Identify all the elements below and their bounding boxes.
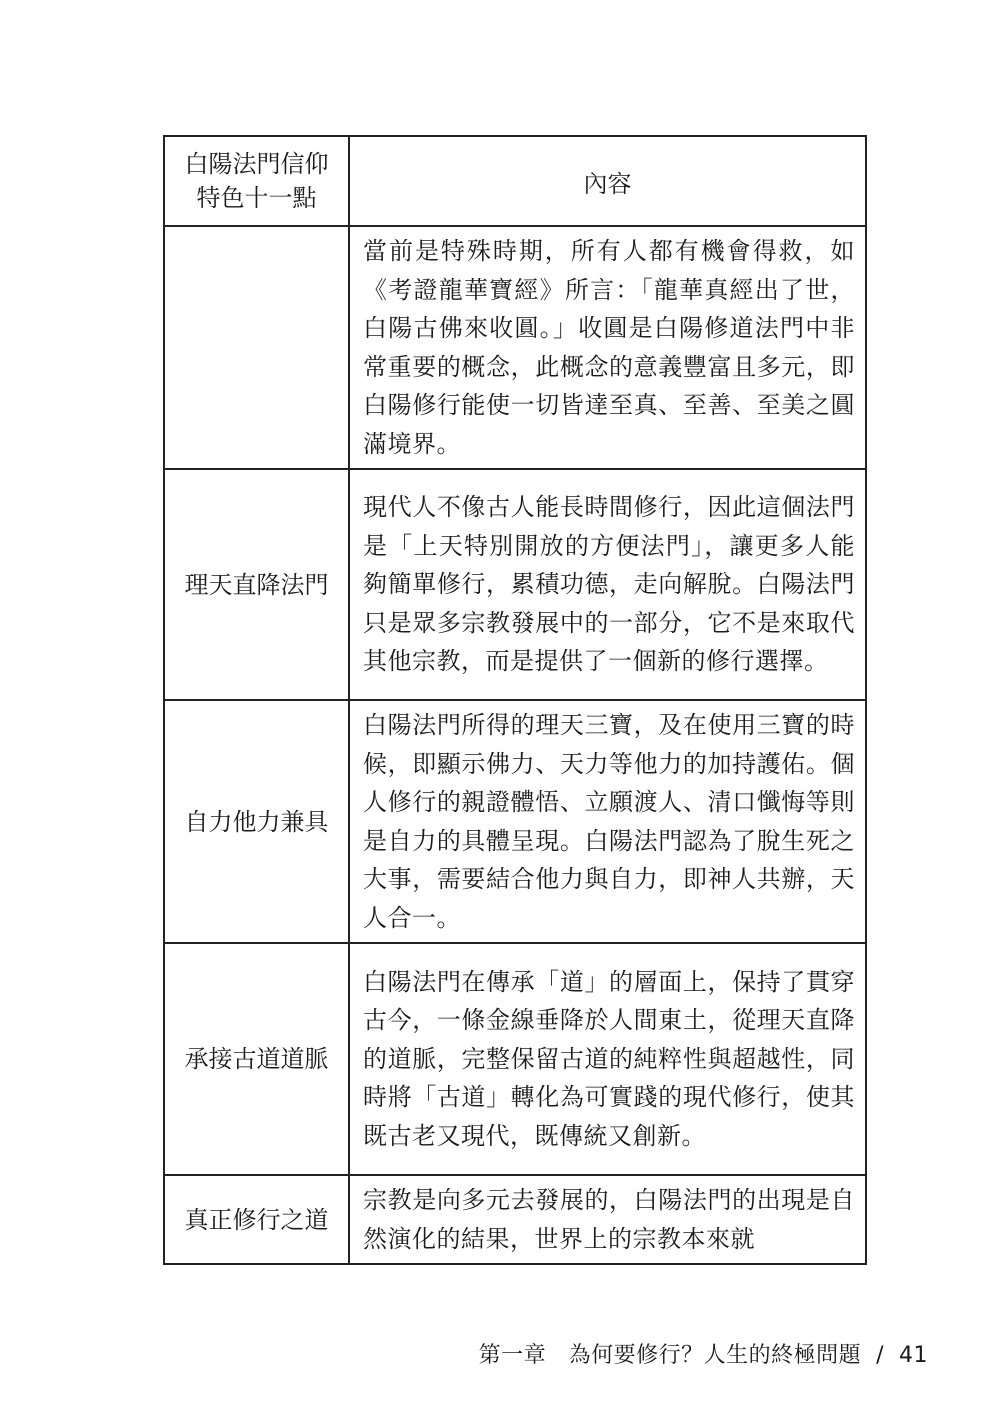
header-feature-cell bbox=[164, 136, 349, 226]
feature-cell: 自力他力兼具 bbox=[164, 700, 349, 943]
page-number: 41 bbox=[899, 1343, 928, 1368]
table-row bbox=[164, 1175, 866, 1264]
footer-chapter: 第一章 bbox=[478, 1343, 547, 1368]
header-feature-line1: 白陽法門信仰 bbox=[184, 150, 329, 178]
footer-separator: / bbox=[876, 1343, 884, 1368]
table-row bbox=[164, 469, 866, 700]
content-cell: 白陽法門所得的理天三寶，及在使用三寶的時候，即顯示佛力、天力等他力的加持護佑。個人修行的親證體悟、立願渡人、清口懺悔等則是自力的具體呈現。白陽法門認為了脫生死之大事，需要結合他力與自力，即神人共辦，天人合一。 bbox=[349, 700, 866, 943]
content-cell: 宗教是向多元去發展的，白陽法門的出現是自然演化的結果，世界上的宗教本來就 bbox=[349, 1175, 866, 1264]
running-footer bbox=[479, 1338, 928, 1369]
table-row bbox=[164, 700, 866, 943]
header-content-cell: 內容 bbox=[349, 136, 866, 226]
table-header-row bbox=[164, 136, 866, 226]
feature-cell: 真正修行之道 bbox=[164, 1175, 349, 1264]
content-cell: 當前是特殊時期，所有人都有機會得救，如《考證龍華寶經》所言：「龍華真經出了世，白陽古佛來收圓。」收圓是白陽修道法門中非常重要的概念，此概念的意義豐富且多元，即白陽修行能使一切皆達至真、至善、至美之圓滿境界。 bbox=[349, 226, 866, 469]
table-row bbox=[164, 943, 866, 1175]
feature-table bbox=[163, 135, 867, 1265]
footer-chapter-title: 為何要修行？人生的終極問題 bbox=[568, 1343, 862, 1368]
table-row bbox=[164, 226, 866, 469]
header-feature-line2: 特色十一點 bbox=[196, 184, 317, 212]
feature-cell: 承接古道道脈 bbox=[164, 943, 349, 1175]
feature-cell bbox=[164, 226, 349, 469]
feature-cell: 理天直降法門 bbox=[164, 469, 349, 700]
content-cell: 白陽法門在傳承「道」的層面上，保持了貫穿古今，一條金線垂降於人間東土，從理天直降的道脈，完整保留古道的純粹性與超越性，同時將「古道」轉化為可實踐的現代修行，使其既古老又現代，既傳統又創新。 bbox=[349, 943, 866, 1175]
content-cell: 現代人不像古人能長時間修行，因此這個法門是「上天特別開放的方便法門」，讓更多人能夠簡單修行，累積功德，走向解脫。白陽法門只是眾多宗教發展中的一部分，它不是來取代其他宗教，而是提供了一個新的修行選擇。 bbox=[349, 469, 866, 700]
